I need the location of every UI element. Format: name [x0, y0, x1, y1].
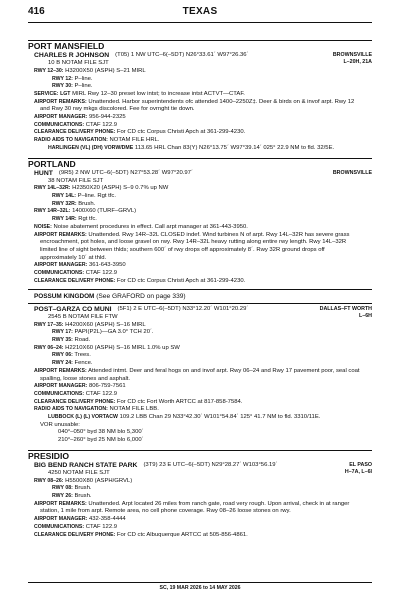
manager-label: AIRPORT MANAGER:: [34, 516, 88, 523]
runway-end-label: RWY 24:: [52, 360, 73, 367]
manager-phone: 956-944-2325: [88, 114, 126, 121]
runway-end-label: RWY 32R:: [52, 200, 77, 207]
runway-end-line: [34, 352, 372, 360]
navaid-restriction-line: 040°–050° byd 38 NM blo 5,300´: [58, 429, 144, 436]
runway-end-value: PAPI(P2L)—GA 3.0° TCH 20´.: [74, 329, 154, 336]
region-name: EL PASO: [349, 462, 372, 469]
runway-label: RWY 06–24:: [34, 344, 64, 351]
region-name: BROWNSVILLE: [332, 52, 372, 59]
chart-ref: H–7A, L–6I: [344, 468, 372, 475]
remarks-continuation: and Rwy 30 rwy mkgs discolored. Fee for ovrnght tie down.: [40, 106, 195, 113]
remarks-label: AIRPORT REMARKS:: [34, 500, 87, 507]
region-label: [333, 170, 372, 177]
runway-label: RWY 14R–32L:: [34, 208, 71, 215]
page-header: [28, 6, 372, 20]
manager-line: [34, 516, 372, 524]
runway-end-line: [34, 83, 372, 91]
runway-end-value: Brush.: [78, 200, 96, 207]
remarks-label: AIRPORT REMARKS:: [34, 98, 87, 105]
runway-line: [34, 208, 372, 216]
airport-name: POST–GARZA CO MUNI: [34, 306, 112, 314]
remarks-continuation: spalling, loose stones and asphalt.: [40, 375, 131, 382]
communications-label: COMMUNICATIONS:: [34, 270, 85, 277]
clearance-value: For CD ctc Corpus Christi Apch at 361-299-4230.: [116, 277, 246, 284]
remarks-text: Attended intmt. Deer and feral hogs on and invof arpt. Rwy 06–24 and Rwy 17 pavement poor, seal coat: [88, 367, 360, 374]
service-label: SERVICE:: [34, 90, 59, 97]
header-divider: [28, 22, 372, 23]
airport-info: (9R5) 2 NW UTC–6(–5DT) N27°53.28´ W97°20.97´: [58, 169, 193, 176]
airport-entry-big-bend-ranch-state-park: [28, 462, 372, 539]
runway-end-line: [34, 493, 372, 501]
region-name: DALLAS–FT WORTH: [319, 306, 372, 313]
navaid-label: HARLINGEN (VL) (DH) VORW/DME: [48, 144, 134, 151]
airport-name: HUNT: [34, 169, 53, 177]
remarks-line: [34, 99, 372, 107]
communications-label: COMMUNICATIONS:: [34, 523, 85, 530]
communications-value: CTAF 122.9: [85, 121, 118, 128]
airport-header-line: [34, 170, 372, 178]
remarks-text: Unattended. Arpt located 26 miles from ranch gate, road very rough. Upon arrival, check in at ranger: [88, 500, 350, 507]
runway-value: 1400X60 (TURF–GRVL): [72, 208, 137, 215]
noise-line: [34, 224, 372, 232]
clearance-value: For CD ctc Corpus Christi Apch at 361-299-4230.: [116, 129, 246, 136]
runway-end-label: RWY 26:: [52, 493, 73, 500]
chart-ref: L–20H, 21A: [343, 59, 372, 65]
airport-name: BIG BEND RANCH STATE PARK: [34, 462, 138, 470]
airport-entry-charles-r-johnson: [28, 52, 372, 152]
runway-label: RWY 08–26:: [34, 477, 64, 484]
remarks-label: AIRPORT REMARKS:: [34, 231, 87, 238]
runway-end-value: Fence.: [74, 360, 93, 367]
clearance-label: CLEARANCE DELIVERY PHONE:: [34, 398, 116, 405]
runway-end-value: Trees.: [74, 352, 91, 359]
runway-end-label: RWY 35:: [52, 337, 73, 344]
manager-label: AIRPORT MANAGER:: [34, 114, 88, 121]
runway-end-line: [34, 216, 372, 224]
city-heading: PRESIDIO: [28, 450, 70, 461]
clearance-line: [34, 129, 372, 137]
navaid-restriction-line: 210°–260° byd 25 NM blo 6,000´: [58, 437, 144, 444]
communications-line: [34, 524, 372, 532]
runway-end-label: RWY 06:: [52, 352, 73, 359]
runway-end-label: RWY 14L:: [52, 193, 77, 200]
clearance-line: [34, 399, 372, 407]
airport-info: (T05) 1 NW UTC–6(–5DT) N26°33.61´ W97°26.36´: [115, 52, 249, 59]
radio-aids-value: NOTAM FILE HRL.: [109, 137, 160, 144]
runway-end-line: [34, 360, 372, 368]
airport-name: CHARLES R JOHNSON: [34, 52, 110, 60]
city-heading: PORT MANSFIELD: [28, 41, 105, 51]
communications-value: CTAF 122.9: [85, 390, 118, 397]
remarks-text: Unattended. Harbor superintendents ofc attended 1400–2250Z‡. Deer & birds on & invof arpt. Rwy 12: [88, 98, 355, 105]
manager-label: AIRPORT MANAGER:: [34, 383, 88, 390]
clearance-value: For CD ctc Albuquerque ARTCC at 505-856-4861.: [116, 531, 248, 538]
radio-aids-value: NOTAM FILE LBB.: [109, 406, 159, 413]
airport-header-line: [34, 462, 372, 470]
remarks-label: AIRPORT REMARKS:: [34, 367, 87, 374]
clearance-label: CLEARANCE DELIVERY PHONE:: [34, 129, 116, 136]
runway-line: [34, 478, 372, 486]
runway-end-value: Road.: [74, 337, 91, 344]
navaid-restriction-line: VOR unusable:: [40, 421, 80, 428]
runway-end-line: [34, 76, 372, 84]
clearance-line: [34, 532, 372, 540]
effective-dates-footer: SC, 19 MAR 2026 to 14 MAY 2026: [159, 585, 241, 591]
airport-info: (3T9) 23 E UTC–6(–5DT) N29°28.27´ W103°56.19´: [143, 462, 278, 469]
runway-label: RWY 17–35:: [34, 321, 64, 328]
state-title: TEXAS: [182, 6, 218, 17]
runway-end-label: RWY 12:: [52, 75, 73, 82]
cross-reference-divider: [28, 303, 372, 304]
runway-value: H2210X60 (ASPH) S–16 MIRL 1.0% up SW: [65, 344, 180, 351]
cross-reference-divider: [28, 289, 372, 290]
region-label: [345, 462, 372, 475]
radio-aids-label: RADIO AIDS TO NAVIGATION:: [34, 137, 108, 144]
manager-phone: 432-358-4444: [88, 516, 126, 523]
remarks-line: [34, 501, 372, 509]
remarks-continuation: station, 1 mile from arpt. Remote area, no cell phone coverage. Rwy 08–26 loose stones on rwy.: [40, 508, 291, 515]
manager-phone: 361-643-3950: [88, 262, 126, 269]
navaid-value: 113.65 HRL Chan 83(Y) N26°13.75´ W97°39.14´ 025° 22.9 NM to fld. 32/5E.: [134, 144, 335, 151]
runway-end-line: [34, 485, 372, 493]
elevation-line: 38 NOTAM FILE SJT: [48, 177, 104, 184]
remarks-continuation: encroachment, pot holes, and loose gravel on rwy. Rwy 14R–32L heavy rutting along entire rwy length. Rwy 14L–32R: [40, 239, 347, 246]
elevation-line: 4250 NOTAM FILE SJT: [48, 469, 110, 476]
remarks-continuation: approximately 10´ at thld.: [40, 254, 107, 261]
clearance-value: For CD ctc Fort Worth ARTCC at 817-858-7584.: [116, 398, 243, 405]
runway-end-label: RWY 30:: [52, 83, 73, 90]
region-name: BROWNSVILLE: [332, 169, 372, 176]
runway-end-value: P–line. Rgt tfc.: [77, 193, 116, 200]
section-divider: [28, 450, 372, 451]
manager-label: AIRPORT MANAGER:: [34, 262, 88, 269]
lighting-label: LGT: [60, 90, 71, 97]
cross-reference-link[interactable]: (See GRAFORD on page 339): [96, 292, 186, 300]
remarks-text: Unattended. Rwy 14R–32L CLOSED indef. Wind turbines N of arpt. Rwy 14L–32R has severe grass: [88, 231, 350, 238]
radio-aids-line: [34, 137, 372, 145]
clearance-label: CLEARANCE DELIVERY PHONE:: [34, 531, 116, 538]
airport-header-line: [34, 52, 372, 60]
clearance-line: [34, 278, 372, 286]
runway-end-label: RWY 14R:: [52, 216, 77, 223]
noise-label: NOISE:: [34, 223, 52, 230]
runway-line: [34, 322, 372, 330]
navaid-line: [34, 414, 372, 422]
navaid-label: LUBBOCK (L) (L) VORTACW: [48, 414, 118, 421]
runway-value: H3200X50 (ASPH) S–21 MIRL: [65, 67, 146, 74]
runway-end-line: [34, 201, 372, 209]
manager-line: [34, 114, 372, 122]
page-number: 416: [28, 6, 45, 17]
runway-end-value: Brush.: [74, 485, 92, 492]
clearance-label: CLEARANCE DELIVERY PHONE:: [34, 277, 116, 284]
navaid-value: 109.2 LBB Chan 29 N33°42.30´ W101°54.84´ 125° 41.7 NM to fld. 3310/11E.: [119, 414, 321, 421]
service-value: MIRL Rwy 12–30 preset low intst; to increase intst ACTVT—CTAF.: [72, 90, 245, 97]
manager-line: [34, 383, 372, 391]
runway-end-value: Brush.: [74, 493, 92, 500]
communications-label: COMMUNICATIONS:: [34, 390, 85, 397]
service-line: [34, 91, 372, 99]
runway-end-line: [34, 337, 372, 345]
airport-info: (5F1) 2 E UTC–6(–5DT) N33°12.20´ W101°20.29´: [117, 306, 249, 313]
runway-value: H2350X20 (ASPH) S–9 0.7% up NW: [72, 185, 169, 192]
radio-aids-line: [34, 406, 372, 414]
communications-value: CTAF 122.9: [85, 523, 118, 530]
airport-entry-post-garza-co-muni: [28, 306, 372, 445]
communications-line: [34, 122, 372, 130]
runway-end-value: P–line.: [74, 83, 93, 90]
elevation-line: 10 B NOTAM FILE SJT: [48, 60, 109, 67]
city-heading: PORTLAND: [28, 158, 76, 169]
cross-reference: [28, 293, 372, 301]
region-label: [320, 306, 372, 319]
cross-reference-name: POSSUM KINGDOM: [34, 292, 95, 300]
footer-divider: [28, 582, 372, 583]
remarks-continuation: limited line of sight between thlds; southern 600´ of rwy drops off approximately 8´. Rwy 32R ground drops off: [40, 246, 325, 253]
runway-end-value: Rgt tfc.: [78, 216, 97, 223]
runway-end-label: RWY 17:: [52, 329, 73, 336]
runway-line: [34, 185, 372, 193]
manager-line: [34, 262, 372, 270]
runway-end-line: [34, 329, 372, 337]
airport-entry-hunt: [28, 170, 372, 286]
communications-line: [34, 391, 372, 399]
runway-value: H5500X80 (ASPH/GRVL): [65, 477, 133, 484]
communications-value: CTAF 122.9: [85, 270, 118, 277]
manager-phone: 806-759-7561: [88, 383, 126, 390]
radio-aids-label: RADIO AIDS TO NAVIGATION:: [34, 406, 108, 413]
section-divider: [28, 158, 372, 159]
runway-end-line: [34, 193, 372, 201]
runway-value: H4200X60 (ASPH) S–16 MIRL: [65, 321, 146, 328]
runway-label: RWY 14L–32R:: [34, 185, 71, 192]
runway-end-label: RWY 08:: [52, 485, 73, 492]
communications-line: [34, 270, 372, 278]
noise-value: Noise abatement procedures in effect. Call arpt manager at 361-443-3950.: [53, 223, 248, 230]
runway-line: [34, 345, 372, 353]
communications-label: COMMUNICATIONS:: [34, 121, 85, 128]
navaid-line: [34, 145, 372, 153]
region-label: [333, 52, 372, 65]
runway-end-value: P–line.: [74, 75, 93, 82]
runway-label: RWY 12–30:: [34, 67, 64, 74]
remarks-line: [34, 368, 372, 376]
elevation-line: 2545 B NOTAM FILE FTW: [48, 313, 118, 320]
directory-content: [28, 40, 372, 539]
remarks-line: [34, 232, 372, 240]
chart-ref: L–6H: [359, 312, 372, 319]
runway-line: [34, 68, 372, 76]
